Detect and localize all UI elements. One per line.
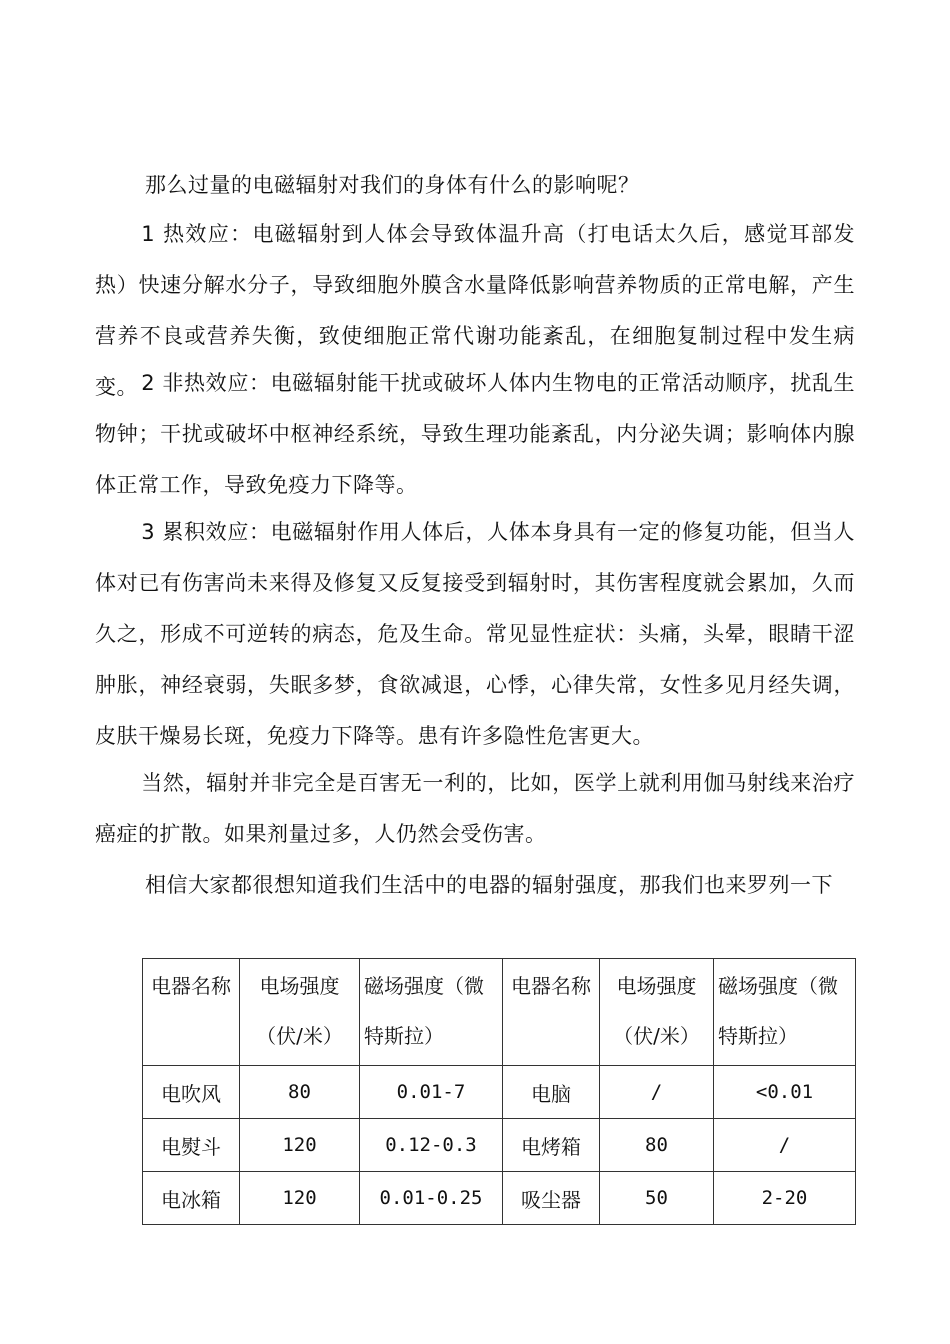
header-electric-field: 电场强度（伏/米） <box>600 959 714 1066</box>
table-cell: / <box>600 1066 714 1119</box>
table-cell: 120 <box>240 1119 360 1172</box>
table-cell: 50 <box>600 1172 714 1225</box>
table-header-row <box>143 959 856 1066</box>
header-magnetic-field: 磁场强度（微特斯拉） <box>714 959 856 1066</box>
header-appliance-name: 电器名称 <box>143 959 240 1066</box>
header-appliance-name: 电器名称 <box>503 959 600 1066</box>
table-cell: 电脑 <box>503 1066 600 1119</box>
table-cell: 吸尘器 <box>503 1172 600 1225</box>
header-magnetic-field: 磁场强度（微特斯拉） <box>360 959 503 1066</box>
list-intro-paragraph: 相信大家都很想知道我们生活中的电器的辐射强度，那我们也来罗列一下 <box>145 873 833 897</box>
table-cell: 120 <box>240 1172 360 1225</box>
table-cell: 0.01-0.25 <box>360 1172 503 1225</box>
appliance-radiation-table <box>142 958 856 1225</box>
table-row <box>143 1119 856 1172</box>
table-cell: <0.01 <box>714 1066 856 1119</box>
table-row <box>143 1172 856 1225</box>
header-electric-field: 电场强度（伏/米） <box>240 959 360 1066</box>
intro-paragraph: 那么过量的电磁辐射对我们的身体有什么的影响呢？ <box>145 173 640 197</box>
table-cell: 电熨斗 <box>143 1119 240 1172</box>
table-cell: 80 <box>240 1066 360 1119</box>
table-cell: 电吹风 <box>143 1066 240 1119</box>
table-cell: 0.12-0.3 <box>360 1119 503 1172</box>
heat-effect-paragraph: 1 热效应：电磁辐射到人体会导致体温升高（打电话太久后，感觉耳部发热）快速分解水分子，导致细胞外膜含水量降低影响营养物质的正常电解，产生营养不良或营养失衡，致使细胞正常代谢功能紊乱，在细胞复制过程中发生病变。 <box>95 222 855 399</box>
table-cell: 电冰箱 <box>143 1172 240 1225</box>
table-cell: 电烤箱 <box>503 1119 600 1172</box>
table-row <box>143 1066 856 1119</box>
cumulative-effect-paragraph: 3 累积效应：电磁辐射作用人体后，人体本身具有一定的修复功能，但当人体对已有伤害尚未来得及修复又反复接受到辐射时，其伤害程度就会累加，久而久之，形成不可逆转的病态，危及生命。常见显性症状：头痛，头晕，眼睛干涩肿胀，神经衰弱，失眠多梦，食欲减退，心悸，心律失常，女性多见月经失调，皮肤干燥易长斑，免疫力下降等。患有许多隐性危害更大。 <box>95 520 855 748</box>
table-cell: 2-20 <box>714 1172 856 1225</box>
table-cell: / <box>714 1119 856 1172</box>
table-cell: 0.01-7 <box>360 1066 503 1119</box>
however-paragraph: 当然，辐射并非完全是百害无一利的，比如，医学上就利用伽马射线来治疗癌症的扩散。如果剂量过多，人仍然会受伤害。 <box>95 771 855 846</box>
table-cell: 80 <box>600 1119 714 1172</box>
non-heat-effect-paragraph: 2 非热效应：电磁辐射能干扰或破坏人体内生物电的正常活动顺序，扰乱生物钟；干扰或破坏中枢神经系统，导致生理功能紊乱，内分泌失调；影响体内腺体正常工作，导致免疫力下降等。 <box>95 371 855 497</box>
